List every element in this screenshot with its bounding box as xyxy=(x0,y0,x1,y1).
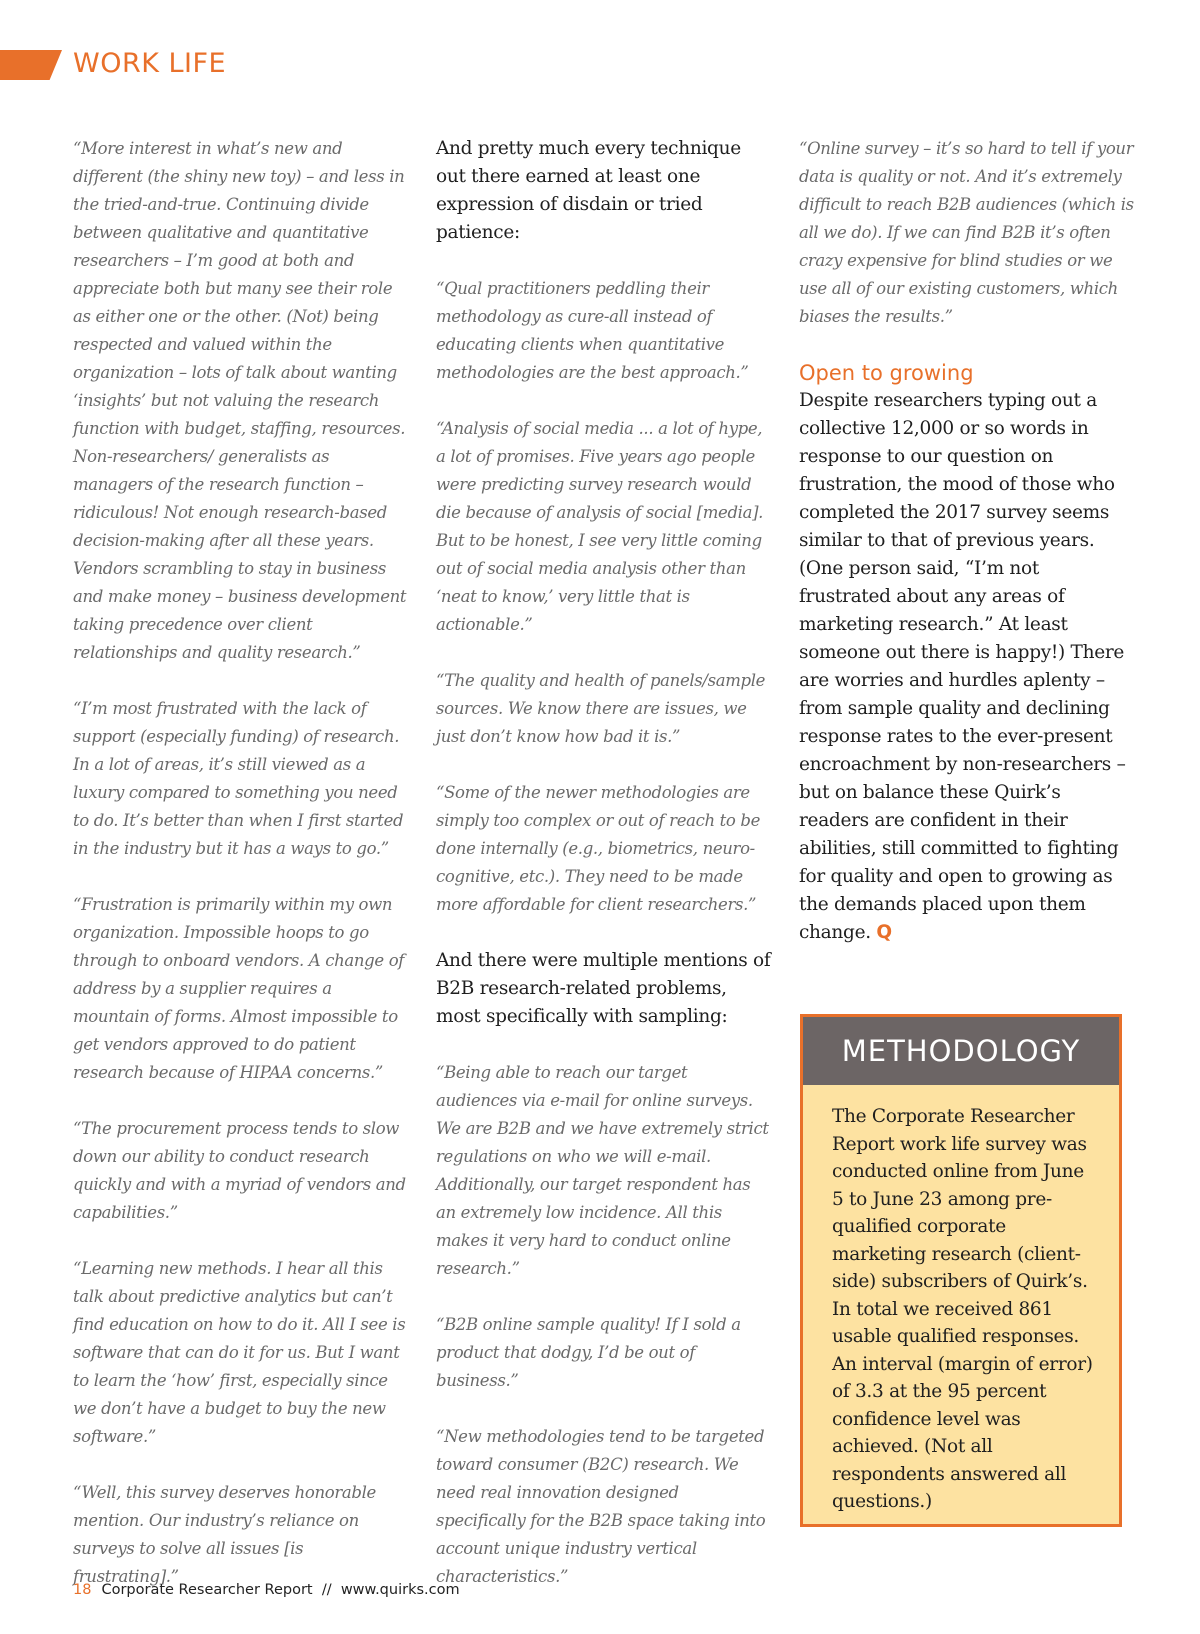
methodology-text: The Corporate Researcher Report work life survey was conducted online from June 5 to June 23 among pre-qualified corporate marketing research (client-side) subscribers of Quirk’s. In total we received 861 usable qualified responses. An interval (margin of error) of 3.3 at the 95 percent confidence level was achieved. (Not all respondents answered all questions.) xyxy=(832,1106,1093,1512)
quote: “The procurement process tends to slow down our ability to conduct research quickly and with a myriad of vendors and capabilities.” xyxy=(73,1119,406,1222)
quote: “Some of the newer methodologies are simply too complex or out of reach to be done internally (e.g., biometrics, neuro-cognitive, etc.). They need to be made more affordable for client researchers.” xyxy=(436,783,761,914)
quote: “Well, this survey deserves honorable mention. Our industry’s reliance on surveys to solve all issues [is frustrating].” xyxy=(73,1483,376,1586)
section-tab-marker xyxy=(0,50,62,80)
quote: “The quality and health of panels/sample sources. We know there are issues, we just don’t know how bad it is.” xyxy=(436,671,766,746)
quote: “Analysis of social media ... a lot of hype, a lot of promises. Five years ago people were predicting survey research would die because of analysis of social [media]. But to be honest, I see very little coming out of social media analysis other than ‘neat to know,’ very little that is actionable.” xyxy=(436,419,764,634)
column-2 xyxy=(436,135,771,1619)
page-number: 18 xyxy=(73,1582,92,1598)
intro-paragraph: And pretty much every technique out there earned at least one expression of disdain or tried patience: xyxy=(436,138,741,243)
column-3 xyxy=(799,135,1134,975)
column-1 xyxy=(73,135,408,1619)
quote: “B2B online sample quality! If I sold a product that dodgy, I’d be out of business.” xyxy=(436,1315,741,1390)
quote: “Frustration is primarily within my own organization. Impossible hoops to go through to onboard vendors. A change of address by a supplier requires a mountain of forms. Almost impossible to get vendors approved to do patient research because of HIPAA concerns.” xyxy=(73,895,405,1082)
methodology-title: METHODOLOGY xyxy=(803,1017,1119,1085)
footer-text: Corporate Researcher Report // www.quirks.com xyxy=(101,1582,460,1598)
subhead-open-to-growing: Open to growing xyxy=(799,361,974,385)
b2b-intro-paragraph: And there were multiple mentions of B2B research-related problems, most specifically with sampling: xyxy=(436,950,771,1027)
closing-paragraph-text: Despite researchers typing out a collective 12,000 or so words in response to our question on frustration, the mood of those who completed the 2017 survey seems similar to that of previous years. (One person said, “I’m not frustrated about any areas of marketing research.” At least someone out there is happy!) There are worries and hurdles aplenty – from sample quality and declining response rates to the ever-present encroachment by non-researchers – but on balance these Quirk’s readers are confident in their abilities, still committed to fighting for quality and open to growing as the demands placed upon them change. xyxy=(799,390,1126,943)
quote: “Qual practitioners peddling their methodology as cure-all instead of educating clients when quantitative methodologies are the best approach.” xyxy=(436,279,749,382)
quote: “Online survey – it’s so hard to tell if your data is quality or not. And it’s extremely difficult to reach B2B audiences (which is all we do). If we can find B2B it’s often crazy expensive for blind studies or we use all of our existing customers, which biases the results.” xyxy=(799,139,1134,326)
section-title: WORK LIFE xyxy=(73,48,227,79)
quote: “New methodologies tend to be targeted toward consumer (B2C) research. We need real innovation designed specifically for the B2B space taking into account unique industry vertical characteristics.” xyxy=(436,1427,766,1586)
quote: “Being able to reach our target audiences via e-mail for online surveys. We are B2B and we have extremely strict regulations on who we will e-mail. Additionally, our target respondent has an extremely low incidence. All this makes it very hard to conduct online research.” xyxy=(436,1063,769,1278)
quote: “Learning new methods. I hear all this talk about predictive analytics but can’t find education on how to do it. All I see is software that can do it for us. But I want to learn the ‘how’ first, especially since we don’t have a budget to buy the new software.” xyxy=(73,1259,406,1446)
page-footer xyxy=(73,1582,460,1598)
quote: “More interest in what’s new and different (the shiny new toy) – and less in the tried-and-true. Continuing divide between qualitative and quantitative researchers – I’m good at both and appreciate both but many see their role as either one or the other. (Not) being respected and valued within the organization – lots of talk about wanting ‘insights’ but not valuing the research function with budget, staffing, resources. Non-researchers/ generalists as managers of the research function – ridiculous! Not enough research-based decision-making after all these years. Vendors scrambling to stay in business and make money – business development taking precedence over client relationships and quality research.” xyxy=(73,139,407,662)
end-mark-icon: Q xyxy=(876,922,892,943)
quote: “I’m most frustrated with the lack of support (especially funding) of research. In a lot of areas, it’s still viewed as a luxury compared to something you need to do. It’s better than when I first started in the industry but it has a ways to go.” xyxy=(73,699,404,858)
methodology-box xyxy=(800,1014,1122,1527)
closing-paragraph xyxy=(799,387,1134,947)
